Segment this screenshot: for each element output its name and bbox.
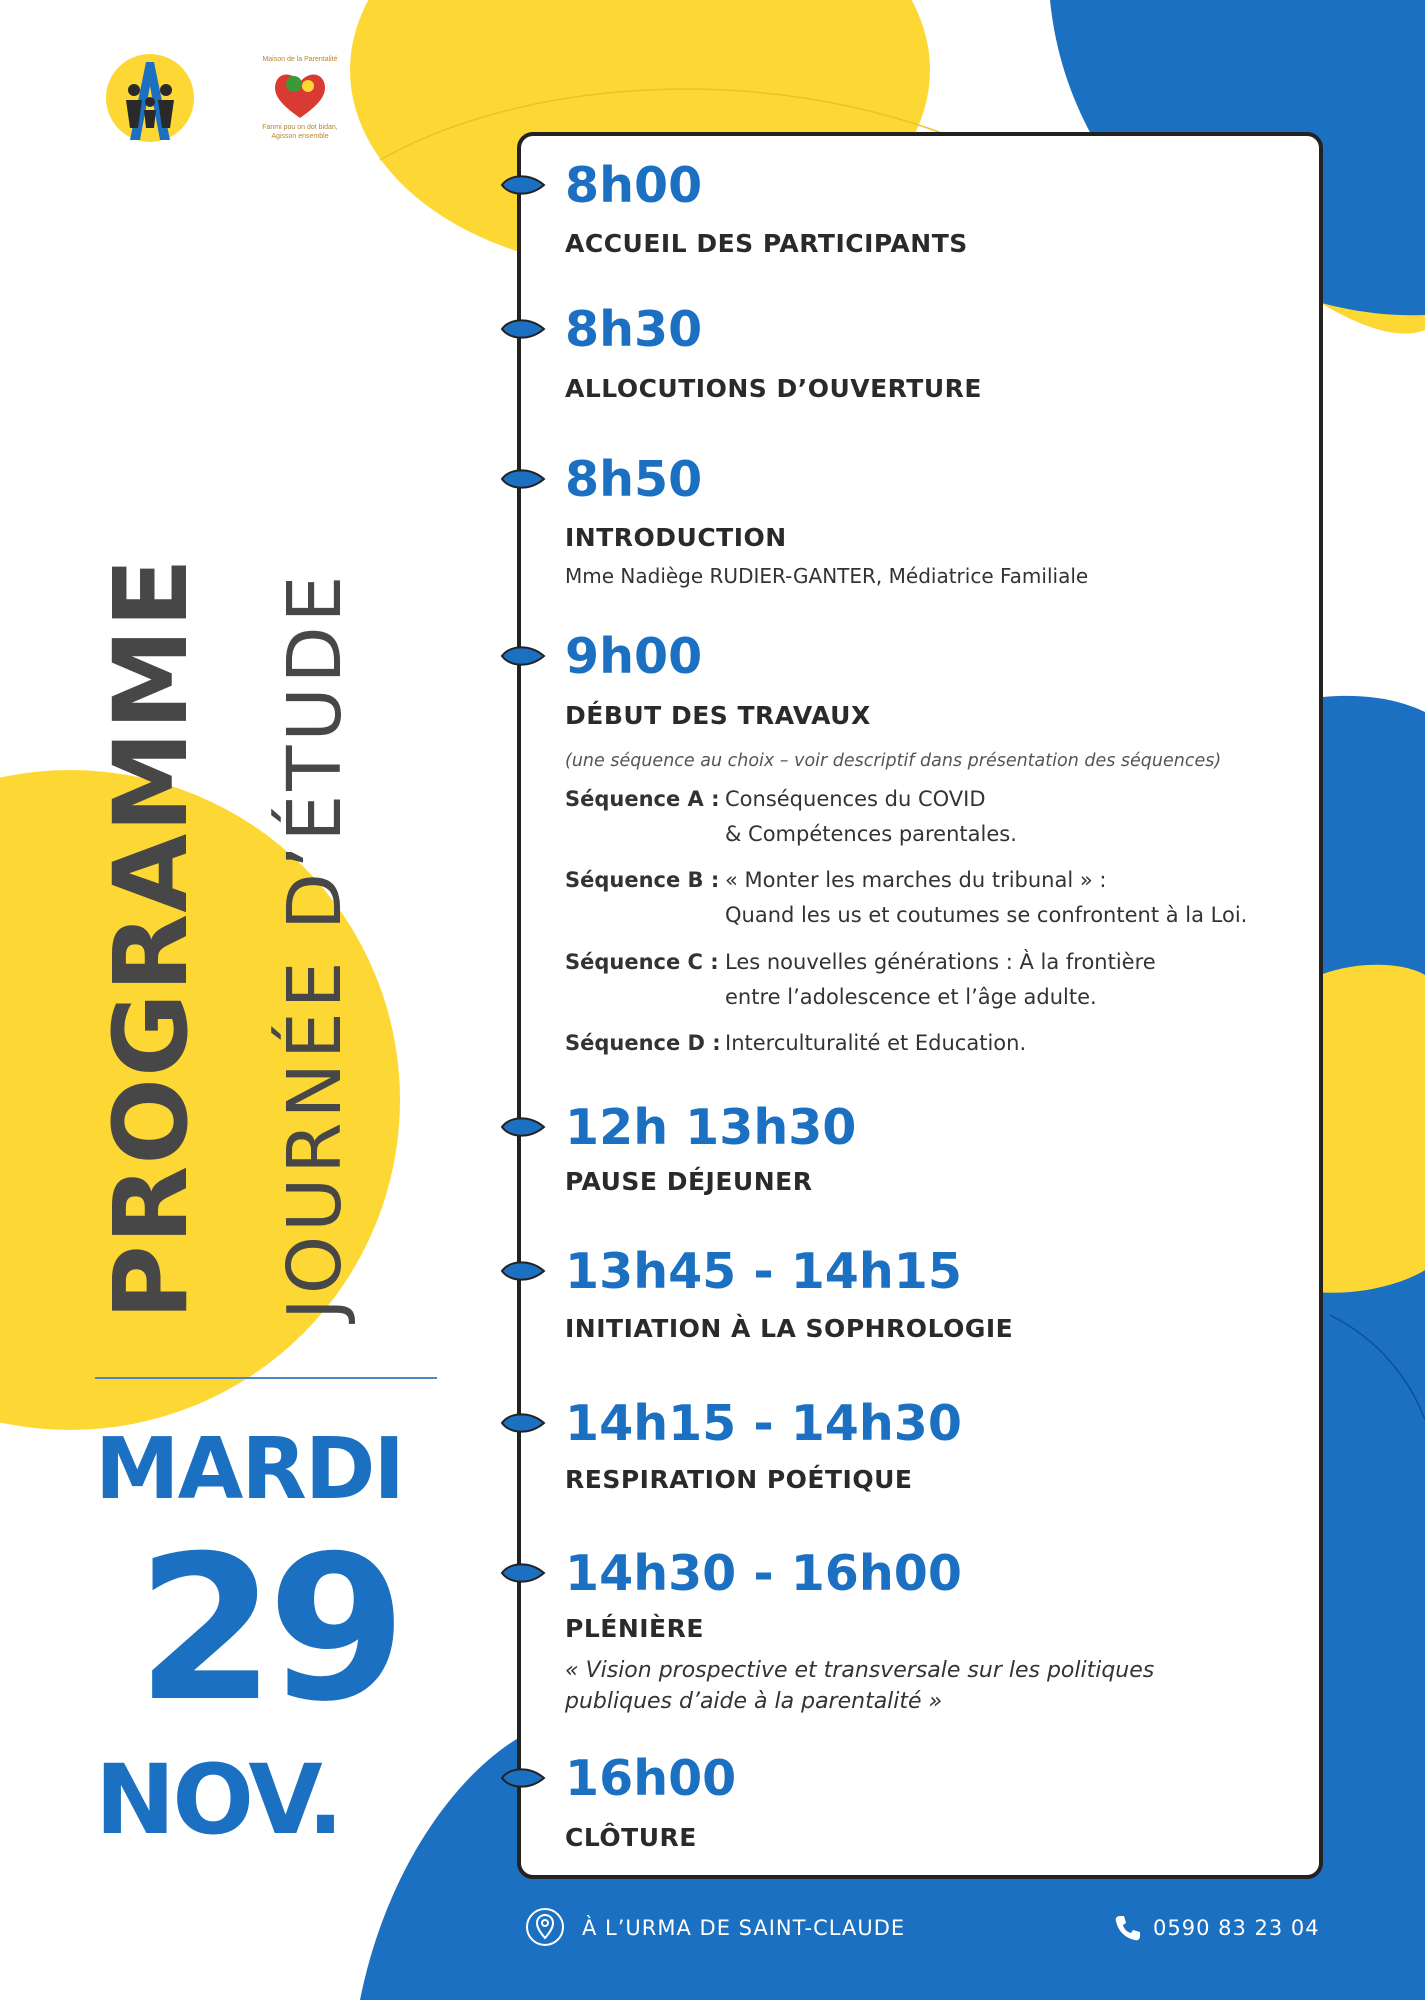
date-month: NOV. bbox=[95, 1744, 341, 1856]
plenary-quote bbox=[565, 1655, 1305, 1717]
association-logo bbox=[104, 52, 196, 144]
schedule-time: 14h15 - 14h30 bbox=[565, 1395, 962, 1452]
timeline-marker-icon bbox=[500, 643, 546, 669]
schedule-title: ACCUEIL DES PARTICIPANTS bbox=[565, 229, 968, 258]
schedule-time: 16h00 bbox=[565, 1750, 737, 1807]
sequence-line2: entre l’adolescence et l’âge adulte. bbox=[725, 985, 1097, 1009]
sequence-line1: Interculturalité et Education. bbox=[725, 1031, 1027, 1055]
schedule-time: 8h50 bbox=[565, 451, 703, 508]
sequence-line2: & Compétences parentales. bbox=[725, 822, 1017, 846]
schedule-speaker: Mme Nadiège RUDIER-GANTER, Médiatrice Familiale bbox=[565, 564, 1089, 588]
schedule-title: INTRODUCTION bbox=[565, 523, 787, 552]
sequence-label: Séquence D : bbox=[565, 1031, 721, 1055]
schedule-time: 12h 13h30 bbox=[565, 1099, 857, 1156]
schedule-title: DÉBUT DES TRAVAUX bbox=[565, 701, 871, 730]
sequence-item bbox=[565, 863, 1310, 933]
timeline-marker-icon bbox=[500, 1560, 546, 1586]
schedule-time: 13h45 - 14h15 bbox=[565, 1243, 962, 1300]
timeline-marker-icon bbox=[500, 316, 546, 342]
divider bbox=[95, 1377, 437, 1379]
partner-logo-line2: Agisson ensemble bbox=[271, 133, 329, 140]
sequence-label: Séquence B : bbox=[565, 868, 720, 892]
journee-subtitle: JOURNÉE D’ÉTUDE bbox=[272, 571, 358, 1320]
sequence-label: Séquence C : bbox=[565, 950, 719, 974]
timeline-marker-icon bbox=[500, 1114, 546, 1140]
schedule-time: 8h00 bbox=[565, 157, 703, 214]
timeline-marker-icon bbox=[500, 466, 546, 492]
timeline-marker-icon bbox=[500, 1765, 546, 1791]
sequence-line1: Conséquences du COVID bbox=[725, 787, 986, 811]
schedule-time: 8h30 bbox=[565, 301, 703, 358]
heart-icon bbox=[270, 66, 330, 122]
sequence-line2: Quand les us et coutumes se confrontent à la Loi. bbox=[725, 903, 1248, 927]
sequence-label: Séquence A : bbox=[565, 787, 720, 811]
timeline-marker-icon bbox=[500, 172, 546, 198]
schedule-title: PLÉNIÈRE bbox=[565, 1614, 704, 1643]
schedule-note: (une séquence au choix – voir descriptif dans présentation des séquences) bbox=[565, 751, 1222, 771]
date-weekday: MARDI bbox=[95, 1420, 404, 1519]
phone-icon bbox=[1113, 1913, 1143, 1943]
schedule-title: RESPIRATION POÉTIQUE bbox=[565, 1465, 913, 1494]
programme-heading: PROGRAMME bbox=[92, 557, 211, 1320]
schedule-title: INITIATION À LA SOPHROLOGIE bbox=[565, 1314, 1014, 1343]
sequence-line1: Les nouvelles générations : À la frontière bbox=[725, 950, 1156, 974]
sequence-item bbox=[565, 945, 1310, 1015]
schedule-time: 9h00 bbox=[565, 628, 703, 685]
date-day: 29 bbox=[136, 1513, 399, 1746]
footer-phone: 0590 83 23 04 bbox=[1153, 1916, 1320, 1940]
partner-logo-top-text: Maison de la Parentalité bbox=[262, 56, 338, 63]
plenary-quote-line2: publiques d’aide à la parentalité » bbox=[565, 1689, 943, 1714]
schedule-title: ALLOCUTIONS D’OUVERTURE bbox=[565, 374, 982, 403]
schedule-time: 14h30 - 16h00 bbox=[565, 1545, 962, 1602]
plenary-quote-line1: « Vision prospective et transversale sur les politiques bbox=[565, 1658, 1155, 1683]
timeline-marker-icon bbox=[500, 1258, 546, 1284]
schedule-title: CLÔTURE bbox=[565, 1823, 697, 1852]
sequence-item bbox=[565, 1026, 1310, 1061]
map-pin-icon bbox=[525, 1907, 565, 1947]
partner-logo bbox=[250, 56, 350, 146]
schedule-title: PAUSE DÉJEUNER bbox=[565, 1167, 813, 1196]
footer-location: À L’URMA DE SAINT-CLAUDE bbox=[582, 1916, 906, 1940]
timeline-marker-icon bbox=[500, 1410, 546, 1436]
partner-logo-line1: Fanmi pou on dot bidan, bbox=[262, 124, 338, 131]
sequence-line1: « Monter les marches du tribunal » : bbox=[725, 868, 1107, 892]
sequence-item bbox=[565, 782, 1310, 852]
